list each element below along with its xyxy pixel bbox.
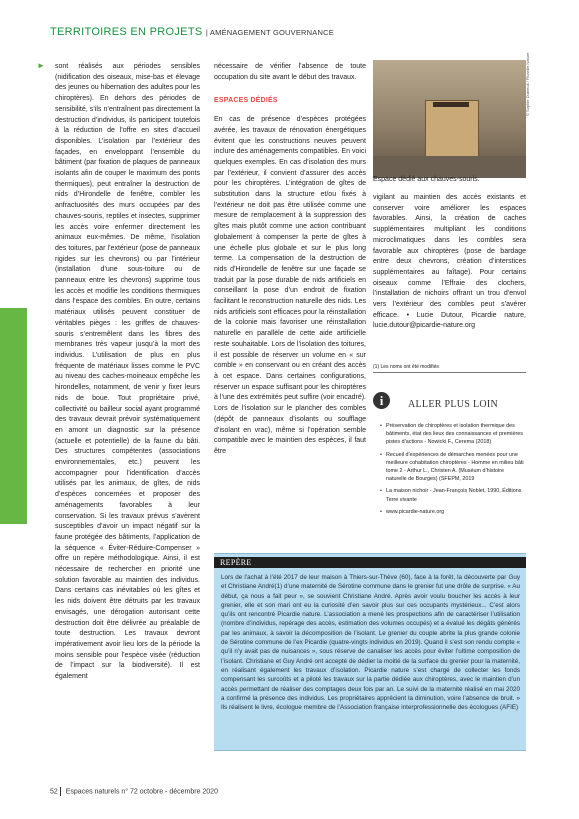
section-title: TERRITOIRES EN PROJETS [50, 26, 203, 38]
subheading-espaces-dedies: ESPACES DÉDIÉS [214, 97, 278, 105]
sidebar-box-title-bar [214, 557, 526, 568]
column-1-text: sont réalisés aux périodes sensibles (nidification des oiseaux, mise-bas et élevage des jeunes ou hibernation des adultes pour les chiroptères). En dehors des périodes de sensibilité, s’ils n’entraînent pas directement la destruction d’individus, ils participent toutefois à la réduction de l’offre en sites d’accueil disponibles. L’isolation par l’extérieur des façades, en enveloppant l’ensemble du bâtiment (par fixation de plaques de panneaux isolants afin de couper le maximum des ponts thermiques), peut entraîner la destruction de nids d’Hirondelle de fenêtre, combler les anfractuosités des murs occupées par des chauves-souris, reptiles et insectes, supprimer les accès voire enfermer directement les animaux eux-mêmes. De même, l’isolation des toitures, par l’extérieur (pose de panneaux rigides sur les chevrons) ou par l’intérieur (installation d’une sous-toiture ou de panneaux entre les chevrons) supprime tous les accès et modifie les conditions thermiques dans l’espace des combles. En outre, certains matériaux utilisés peuvent constituer de véritables pièges : les griffes de chauves-souris s’entremêlent dans les fibres des membranes très vapeur jusqu’à la mort des individus. L’utilisation de plus en plus fréquente de matériaux lisses comme le PVC au niveau des caches-moineaux empêche les hirondelles, notamment, de venir y fixer leurs nids de boue. Tout propriétaire privé, collectivité ou bailleur social ayant programmé des travaux devrait prévoir systématiquement en amont un diagnostic sur la présence (actuelle et potentielle) de la faune du bâti. Des structures compétentes (associations environnementales, etc.) peuvent les accompagner pour l’identification d’accès utilisés par les animaux, de gîtes, de nids d’espèces concernées et proposer des aménagements favorables à leur conservation. Si les travaux prévus s’avèrent susceptibles d’avoir un impact négatif sur la faune protégée des bâtiments, l’application de la séquence « Éviter-Réduire-Compenser » offre un repère méthodologique. Ainsi, il est nécessaire de rechercher en priorité une solution favorable au maintien des individus. Dans certains cas inévitables où les gîtes et les nids doivent être détruits par les travaux envisagés, une dérogation autorisant cette destruction doit être délivrée au préalable de toute destruction. Les travaux devront impérativement avoir lieu lors de la période la moins sensible pour l’espèce visée (réduction de l’impact sur la biodiversité). Il est également [55, 63, 200, 681]
photo-credit: © Sophie Dubreuil / Picardie Nature [525, 52, 530, 116]
reference-list [380, 422, 526, 520]
photo-floor [373, 156, 526, 178]
column-3 [373, 193, 526, 332]
info-icon: i [373, 392, 390, 409]
publication-info: Espaces naturels n° 72 octobre - décembre 2020 [65, 788, 218, 796]
column-1 [55, 62, 200, 683]
footnote: (1) Les noms ont été modifiés [373, 364, 439, 370]
photo-entry-slot [433, 102, 469, 107]
column-2 [214, 62, 366, 458]
side-color-bar [0, 308, 27, 524]
page-number: 52 [50, 788, 58, 796]
reference-item: • www.picardie-nature.org [380, 508, 526, 516]
section-subtitle: | AMÉNAGEMENT GOUVERNANCE [205, 28, 334, 37]
reference-item: • Recueil d’expériences de démarches menées pour une meilleure cohabitation chiroptères - Homme en milieu bâti tome 2 - Arthur L., Christen A. (Muséum d’histoire naturelle de Bourges) (SFEPM, 2019 [380, 451, 526, 484]
page-footer [50, 787, 218, 796]
sidebar-box-text: Lors de l’achat à l’été 2017 de leur maison à Thiers-sur-Thève (60), face à la forêt, la découverte par Guy et Christiane André(1) d’une maternité de Sérotine commune dans le grenier fut une drôle de surprise. « Au début, ça nous a fait peur », se souvient Christiane André. Après avoir voulu boucher les accès à leur grenier, elle et son mari ont eu la curiosité d’en savoir plus sur ces occupants mystérieux... C’est alors qu’ils ont rencontré Picardie nature. L’association a mené les prospections afin de caractériser l’utilisation (nombre d’individus, repérage des accès, estimation des volumes occupés) et a évalué les dégâts générés par les animaux, à savoir la décomposition de l’isolant. Le grenier du couple abrite la plus grande colonie de Sérotine commune de l’ex Picardie (quatre-vingts individus en 2019). Quand il s’est son rendu compte « qu’il n’y avait pas de nuisances », sous réserve de canaliser les accès pour éviter l’ultime composition de l’isolant. Christiane et Guy André ont accepté de dédier la moitié de la surface du grenier pour la maternité, en réalisant également les travaux d’isolation. Picardie nature s’est chargé de collecter les fonds compensant les surcoûts et a piloté les travaux sur la partie dédiée aux chiroptères, avec le maintien d’un accès permettant de réaliser des comptages deux fois par an. Le suivi de la maternité réalisé en mai 2020 a confirmé la présence des individus. Les propriétaires apprécient la diminution, voire l’absence de bruit. » Ils réalisent le livre, écologue membre de l’Association française interprofessionnelle des écologues (AFIE) [221, 574, 520, 712]
footer-separator [60, 787, 61, 796]
continuation-arrow-icon: ► [37, 61, 45, 70]
column-3-text: vigilant au maintien des accès existants et conserver voire améliorer les espaces favorables. Ainsi, la création de caches supplémentaires multipliant les conditions microclimatiques dans les combles sera favorable aux chiroptères (pose de bardage entre deux chevrons, création d’interstices supplémentaires au faîtage). Pour certains oiseaux comme l’Effraie des clochers, l’installation de nichoirs offrant un trou d’envol vers l’extérieur des combles peut s’avérer efficace. • Lucie Dutour, Picardie nature, lucie.dutour@picardie-nature.org [373, 194, 526, 330]
photo-wooden-board [425, 100, 479, 160]
column-2-text: En cas de présence d’espèces protégées avérée, les travaux de rénovation énergétiques évitent que les constructions neuves peuvent inclure des aménagements compatibles. En voici quelques exemples. En cas d’isolation des murs par l’extérieur, il convient d’assurer des accès pour les chiroptères. L’intégration de gîtes de substitution dans la structure et/ou fixés à l’extérieur ne doit pas être utilisée comme une mesure de remplacement à la suppression des gîtes mais plutôt comme une action contribuant globalement à compenser la perte de gîtes à une échelle plus globale et sur le plus long terme. La compensation de la destruction de nids d’Hirondelle de fenêtre sur une façade se traduit par la pose durable de nids artificiels en conseillant la pose d’un endroit de fixation facilitant le reconstruction naturelle des nids. Les nids artificiels sont efficaces pour la réinstallation de la colonie mais favoriser une réinstallation naturelle en parallèle de cette aide artificielle reste souhaitable. Lors de l’isolation des toitures, il est possible de réserver un volume en « sur comble » en conservant ou en créant des accès à cet espace. Dans certaines configurations, réserver un espace suffisant pour les chiroptères à l’une des extrémités peut suffire (voir encadré). Lors de l’isolation sur le plancher des combles (dépôt de panneaux d’isolants ou soufflage d’isolant en vrac), même si l’opération semble compatible avec le maintien des espèces, il faut être [214, 116, 366, 455]
divider [373, 372, 526, 373]
reference-item: • La maison nichoir - Jean-François Noblet, 1990, Éditions Terre vivante [380, 487, 526, 503]
column-2-intro: nécessaire de vérifier l’absence de toute occupation du site avant le début des travaux. [214, 63, 366, 81]
bat-space-photo [373, 60, 526, 178]
aller-plus-loin-title: ALLER PLUS LOIN [408, 399, 499, 410]
sidebar-box-title: REPÈRE [220, 558, 252, 567]
page-header [50, 26, 334, 38]
photo-caption: Espace dédié aux chauves-souris. [373, 176, 480, 183]
reference-item: • Préservation de chiroptères et isolation thermique des bâtiments, état des lieux des connaissances et premières pistes d’actions - Nowicki F., Cerema (2018) [380, 422, 526, 447]
